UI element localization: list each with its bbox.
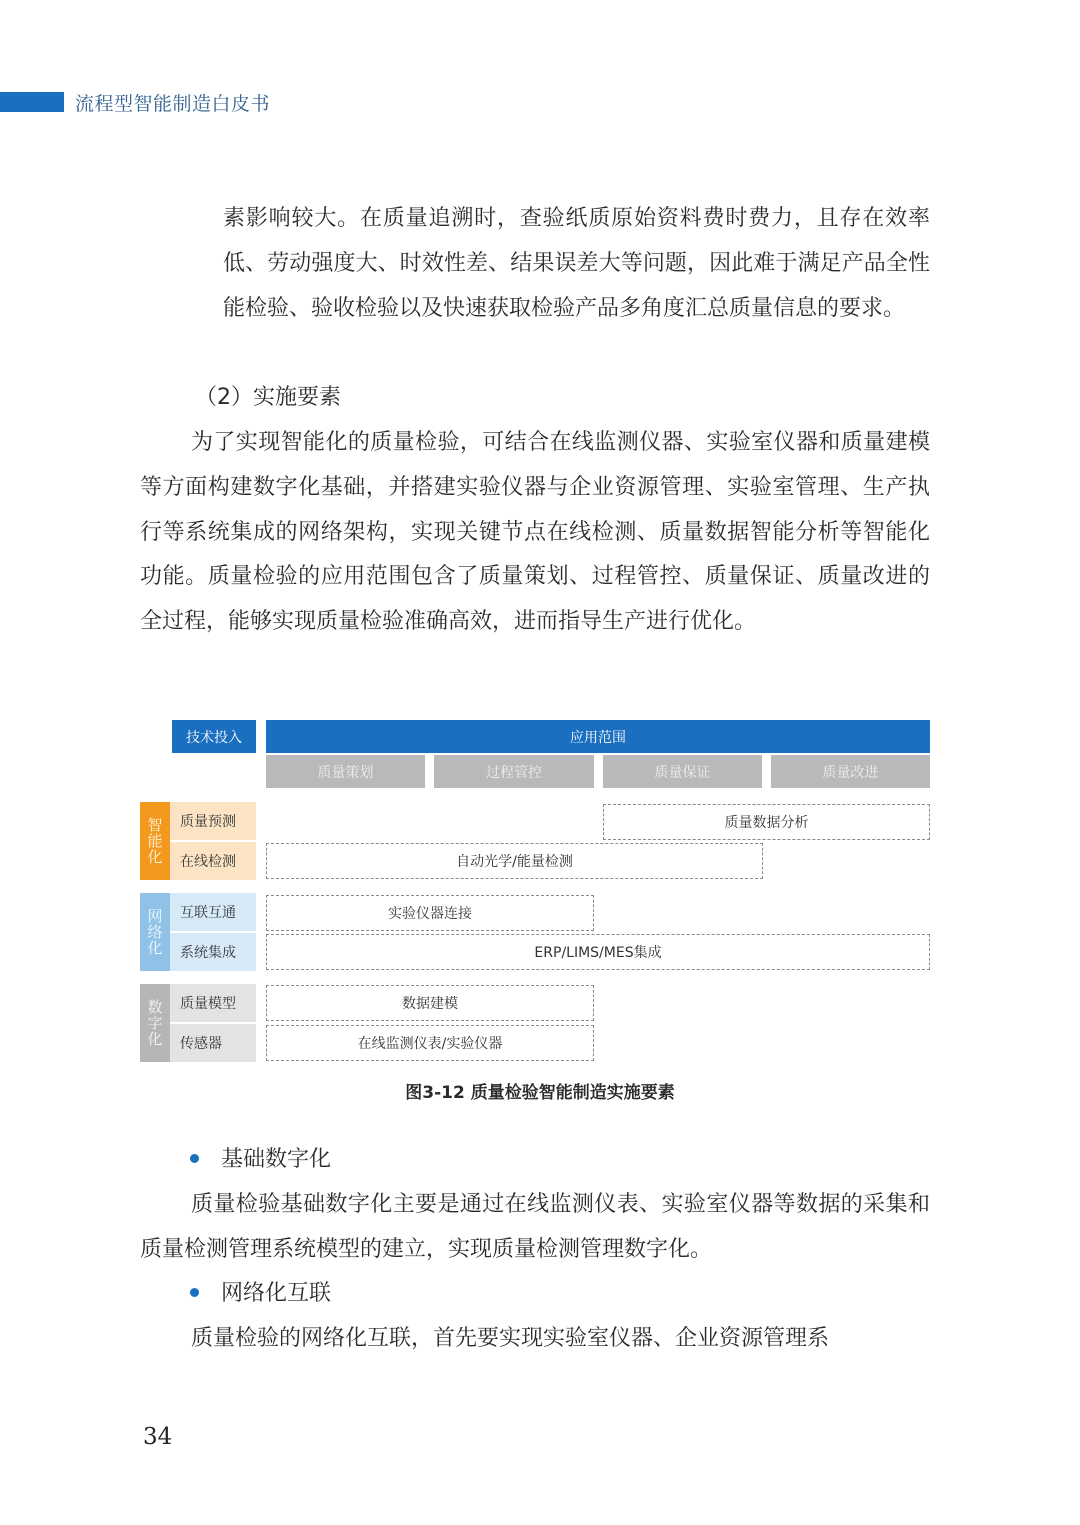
paragraph-2: 为了实现智能化的质量检验，可结合在线监测仪器、实验室仪器和质量建模等方面构建数字化基础，并搭建实验仪器与企业资源管理、实验室管理、生产执行等系统集成的网络架构，实现关键节点在线检测、质量数据智能分析等智能化功能。质量检验的应用范围包含了质量策划、过程管控、质量保证、质量改进的全过程，能够实现质量检验准确高效，进而指导生产进行优化。 xyxy=(140,430,930,635)
cell-data-modeling: 数据建模 xyxy=(266,985,594,1021)
cell-online-instruments: 在线监测仪表/实验仪器 xyxy=(266,1025,594,1061)
group-label-char: 化 xyxy=(147,1030,163,1048)
group-label-char: 字 xyxy=(147,1014,163,1032)
group-label-char: 化 xyxy=(147,848,163,866)
page-number: 34 xyxy=(143,1424,173,1450)
group-label-char: 能 xyxy=(147,832,163,850)
group-label-char: 网 xyxy=(147,907,163,925)
cell-optical-energy-detection: 自动光学/能量检测 xyxy=(266,843,763,879)
cell-erp-lims-mes-integration: ERP/LIMS/MES集成 xyxy=(266,934,930,970)
header-accent-bar xyxy=(0,92,64,112)
group-label-char: 数 xyxy=(147,998,163,1016)
group-label-char: 智 xyxy=(147,816,163,834)
column-process-control: 过程管控 xyxy=(434,755,594,788)
paragraph-4: 质量检验的网络化互联，首先要实现实验室仪器、企业资源管理系 xyxy=(191,1326,830,1351)
group-networked xyxy=(140,893,170,971)
row-label-quality-model: 质量模型 xyxy=(170,984,256,1022)
row-label-interconnection: 互联互通 xyxy=(170,893,256,931)
bullet-label: 网络化互联 xyxy=(221,1281,332,1306)
group-digital xyxy=(140,984,170,1062)
column-quality-improvement: 质量改进 xyxy=(771,755,930,788)
application-scope-header: 应用范围 xyxy=(266,720,930,753)
paragraph-1: 素影响较大。在质量追溯时，查验纸质原始资料费时费力，且存在效率低、劳动强度大、时效性差、结果误差大等问题，因此难于满足产品全性能检验、验收检验以及快速获取检验产品多角度汇总质量信息的要求。 xyxy=(223,206,930,321)
subheading: （2）实施要素 xyxy=(195,385,341,410)
group-label-char: 化 xyxy=(147,939,163,957)
bullet-label: 基础数字化 xyxy=(221,1147,332,1172)
running-header-title: 流程型智能制造白皮书 xyxy=(75,93,271,115)
group-label-char: 络 xyxy=(147,923,163,941)
tech-input-header: 技术投入 xyxy=(172,720,256,753)
cell-quality-data-analysis: 质量数据分析 xyxy=(603,804,930,840)
bullet-dot-icon xyxy=(190,1288,199,1297)
bullet-item-network xyxy=(190,1272,331,1317)
row-label-quality-prediction: 质量预测 xyxy=(170,802,256,840)
bullet-item-digital xyxy=(190,1138,331,1183)
bullet-dot-icon xyxy=(190,1154,199,1163)
figure-caption: 图3-12 质量检验智能制造实施要素 xyxy=(405,1083,675,1103)
figure-3-12 xyxy=(140,718,932,1068)
row-label-sensor: 传感器 xyxy=(170,1024,256,1062)
group-intelligent xyxy=(140,802,170,880)
row-label-system-integration: 系统集成 xyxy=(170,933,256,971)
cell-instrument-connection: 实验仪器连接 xyxy=(266,895,594,931)
row-label-online-detection: 在线检测 xyxy=(170,842,256,880)
column-quality-planning: 质量策划 xyxy=(266,755,425,788)
paragraph-3: 质量检验基础数字化主要是通过在线监测仪表、实验室仪器等数据的采集和质量检测管理系统模型的建立，实现质量检测管理数字化。 xyxy=(140,1192,930,1262)
column-quality-assurance: 质量保证 xyxy=(603,755,762,788)
